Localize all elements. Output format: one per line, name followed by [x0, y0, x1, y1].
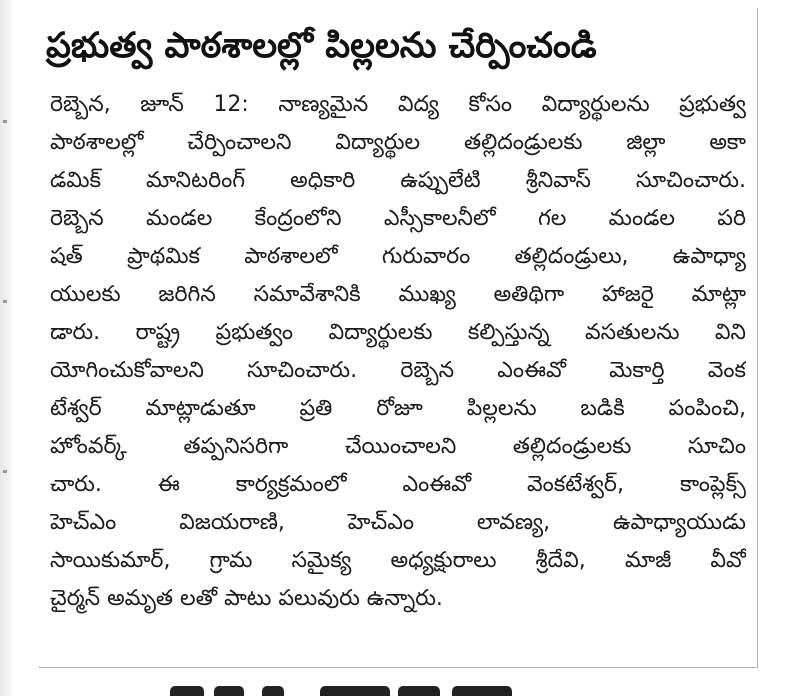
- article-line: హోంవర్క్ తప్పనిసరిగా చేయించాలని తల్లిదండ్రులకు సూచిం: [50, 434, 746, 459]
- headline-fragment-mark: [262, 686, 284, 696]
- article-line: రెబ్బెన మండల కేంద్రంలోని ఎస్సీకాలనీలో గల మండల పరి: [50, 206, 746, 231]
- edge-mark: [3, 120, 7, 123]
- article-line: షత్ ప్రాథమిక పాఠశాలలో గురువారం తల్లిదండ్రులు, ఉపాధ్యా: [50, 244, 746, 269]
- headline-fragment-mark: [214, 686, 244, 696]
- headline-fragment-mark: [398, 686, 440, 696]
- article-line: డారు. రాష్ట్ర ప్రభుత్వం విద్యార్థులకు కల్పిస్తున్న వసతులను విని: [50, 320, 746, 345]
- headline-fragment-mark: [320, 686, 390, 696]
- headline-fragment-mark: [170, 686, 204, 696]
- article-body: [50, 86, 746, 618]
- news-clipping: [38, 8, 758, 668]
- article-line: సాయికుమార్, గ్రామ సమైక్య అధ్యక్షురాలు శ్రీదేవి, మాజీ వీవో: [50, 548, 746, 573]
- article-line: యోగించుకోవాలని సూచించారు. రెబ్బెన ఎంఈవో మెకార్తి వెంక: [50, 358, 746, 383]
- edge-mark: [3, 470, 7, 473]
- article-line: చారు. ఈ కార్యక్రమంలో ఎంఈవో వెంకటేశ్వర్, కాంప్లెక్స్: [50, 472, 746, 497]
- article-line: యులకు జరిగిన సమావేశానికి ముఖ్య అతిథిగా హాజరై మాట్లా: [50, 282, 746, 307]
- article-line: పాఠశాలల్లో చేర్పించాలని విద్యార్థుల తల్లిదండ్రులకు జిల్లా అకా: [50, 130, 746, 155]
- article-line: డమిక్ మానిటరింగ్ అధికారి ఉప్పులేటి శ్రీనివాస్ సూచించారు.: [50, 168, 746, 193]
- headline-fragment-mark: [452, 686, 512, 696]
- article-line: చైర్మన్ అమృత లతో పాటు పలువురు ఉన్నారు.: [50, 586, 443, 611]
- article-headline: ప్రభుత్వ పాఠశాలల్లో పిల్లలను చేర్పించండి: [46, 26, 597, 66]
- next-article-headline-fragment: [170, 682, 530, 696]
- edge-mark: [3, 300, 7, 303]
- article-line: హెచ్ఎం విజయరాణి, హెచ్ఎం లావణ్య, ఉపాధ్యాయుడు: [50, 510, 746, 535]
- article-line: టేశ్వర్ మాట్లాడుతూ ప్రతి రోజూ పిల్లలను బడికి పంపించి,: [50, 396, 746, 421]
- clipping-left-edge: [0, 0, 12, 696]
- article-line: రెబ్బెన, జూన్ 12: నాణ్యమైన విద్య కోసం విద్యార్థులను ప్రభుత్వ: [50, 92, 746, 117]
